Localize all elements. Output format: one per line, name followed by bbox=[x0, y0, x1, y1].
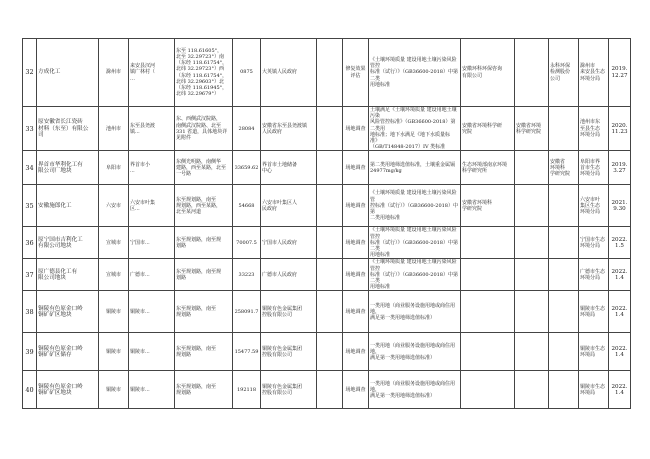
site-name-cell: 界首市华利化工有 限公司厂地块 bbox=[37, 151, 99, 185]
department-cell: 广德市生态 环境分局 bbox=[579, 259, 609, 291]
address-cell: 铜陵市... bbox=[129, 291, 175, 333]
table-row bbox=[23, 151, 631, 185]
city-cell: 六安市 bbox=[99, 185, 129, 227]
area-cell: 33223 bbox=[233, 259, 261, 291]
city-cell: 阜阳市 bbox=[99, 151, 129, 185]
reviewer-cell bbox=[515, 151, 549, 185]
area-cell: 15477.59 bbox=[233, 333, 261, 371]
holder-cell: 六安市叶集区人 民政府 bbox=[261, 185, 317, 227]
address-cell: 界首市小 ... bbox=[129, 151, 175, 185]
standard-cell: 《土壤环境质量 建设用地土壤污染风险管控 标准（试行）》（GB36600-2018）中第二类 用地标准 bbox=[369, 259, 461, 291]
status-cell: 场地调查 bbox=[343, 227, 369, 259]
standard-cell: 一类用地（商业服务设施用地或商住用地， 满足第一类用地筛选值标准） bbox=[369, 371, 461, 409]
review-org-cell: 永科环保 检测股份 公司 bbox=[549, 39, 579, 107]
holder-cell: 大英镇人民政府 bbox=[261, 39, 317, 107]
table-row bbox=[23, 333, 631, 371]
reviewer-cell bbox=[515, 227, 549, 259]
address-cell: 宁国市... bbox=[129, 227, 175, 259]
standard-cell: 第二类用地筛选值标准，土壤重金属镉 24977mg/kg bbox=[369, 151, 461, 185]
reviewer-cell bbox=[515, 39, 549, 107]
standard-cell: 《土壤环境质量 建设用地土壤污染风险管控 标准（试行）》（GB36600-2018）中第二类 用地标准 bbox=[369, 39, 461, 107]
area-cell: 33659.62 bbox=[233, 151, 261, 185]
row-number-cell: 33 bbox=[23, 107, 37, 151]
department-cell: 铜陵市生态 环境局 bbox=[579, 371, 609, 409]
city-cell: 铜陵市 bbox=[99, 291, 129, 333]
survey-unit-cell: 安徽环科环保咨询 有限公司 bbox=[461, 39, 515, 107]
survey-unit-cell: 安徽省环境科学研 究院 bbox=[461, 107, 515, 151]
holder-cell: 铜陵有色金属集团 控股有限公司 bbox=[261, 371, 317, 409]
filing-date-cell: 2022.1.4 bbox=[609, 371, 631, 409]
land-use-cell bbox=[317, 151, 343, 185]
land-use-cell bbox=[317, 185, 343, 227]
survey-unit-cell: 生态环境部南京环境 科学研究所 bbox=[461, 151, 515, 185]
city-cell: 铜陵市 bbox=[99, 333, 129, 371]
standard-cell: 《土壤环境质量 建设用地土壤污染风险管 控标准（试行）》（GB36600-2018）中第 二类用地标准 bbox=[369, 185, 461, 227]
survey-unit-cell: 安徽省环境科 学研究院 bbox=[461, 185, 515, 227]
reviewer-cell bbox=[515, 259, 549, 291]
table-row bbox=[23, 39, 631, 107]
department-cell: 六安市叶 集区生态 环境分局 bbox=[579, 185, 609, 227]
site-name-cell: 原广德县化工有 限公司地块 bbox=[37, 259, 99, 291]
contaminated-sites-table bbox=[22, 38, 631, 409]
table-row bbox=[23, 107, 631, 151]
survey-unit-cell bbox=[461, 333, 515, 371]
holder-cell: 铜陵有色金属集团 控股有限公司 bbox=[261, 291, 317, 333]
reviewer-cell bbox=[515, 333, 549, 371]
city-cell: 铜陵市 bbox=[99, 371, 129, 409]
status-cell: 场地调查 bbox=[343, 185, 369, 227]
reviewer-cell bbox=[515, 185, 549, 227]
row-number-cell: 35 bbox=[23, 185, 37, 227]
land-use-cell bbox=[317, 371, 343, 409]
reviewer-cell bbox=[515, 371, 549, 409]
city-cell: 滁州市 bbox=[99, 39, 129, 107]
area-cell: 0875 bbox=[233, 39, 261, 107]
coordinates-cell: 东至规划路，南至 规划路，西至某路， 北至某河道 bbox=[175, 185, 233, 227]
review-org-cell bbox=[549, 259, 579, 291]
review-org-cell bbox=[549, 185, 579, 227]
site-name-cell: 安徽施郎化工 bbox=[37, 185, 99, 227]
row-number-cell: 39 bbox=[23, 333, 37, 371]
standard-cell: 一类用地（商业服务设施用地或商住用地， 满足第一类用地筛选值标准） bbox=[369, 291, 461, 333]
row-number-cell: 37 bbox=[23, 259, 37, 291]
reviewer-cell: 安徽省环境 科学研究院 bbox=[515, 107, 549, 151]
site-name-cell: 原宁国市吉利化工 有限公司地块 bbox=[37, 227, 99, 259]
table-row bbox=[23, 371, 631, 409]
area-cell: 28084 bbox=[233, 107, 261, 151]
coordinates-cell: 东、西侧武汉院路， 南侧武汉院路、北至 331 省道，具体地块详 见附件 bbox=[175, 107, 233, 151]
address-cell: 广德市... bbox=[129, 259, 175, 291]
table-row bbox=[23, 291, 631, 333]
review-org-cell bbox=[549, 333, 579, 371]
filing-date-cell: 2022.1.4 bbox=[609, 291, 631, 333]
site-name-cell: 方成化工 bbox=[37, 39, 99, 107]
table-body bbox=[23, 39, 631, 409]
address-cell: 铜陵市... bbox=[129, 371, 175, 409]
holder-cell: 安徽省东至县尧渡镇 人民政府 bbox=[261, 107, 317, 151]
coordinates-cell: 东至规划路，南至规 划路 bbox=[175, 227, 233, 259]
address-cell: 来安县汊河 镇广林村（ … bbox=[129, 39, 175, 107]
coordinates-cell: 东至规划路，南至 规划路 bbox=[175, 371, 233, 409]
survey-unit-cell bbox=[461, 371, 515, 409]
site-name-cell: 原安徽省长江瓷砖 材料（东至）有限公 司 bbox=[37, 107, 99, 151]
status-cell: 修复效果 评估 bbox=[343, 39, 369, 107]
filing-date-cell: 2020.11.23 bbox=[609, 107, 631, 151]
status-cell: 场地调查 bbox=[343, 333, 369, 371]
row-number-cell: 34 bbox=[23, 151, 37, 185]
holder-cell: 铜陵有色金属集团 控股有限公司 bbox=[261, 333, 317, 371]
reviewer-cell bbox=[515, 291, 549, 333]
department-cell: 阜阳市界 首市生态 环境分局 bbox=[579, 151, 609, 185]
city-cell: 宣城市 bbox=[99, 227, 129, 259]
status-cell: 场地调查 bbox=[343, 151, 369, 185]
holder-cell: 宁国市人民政府 bbox=[261, 227, 317, 259]
coordinates-cell: 东至规划路，南至 规划路 bbox=[175, 291, 233, 333]
land-use-cell bbox=[317, 259, 343, 291]
department-cell: 铜陵市生态 环境局 bbox=[579, 291, 609, 333]
filing-date-cell: 2022.1.4 bbox=[609, 259, 631, 291]
table-row bbox=[23, 185, 631, 227]
standard-cell: 《土壤环境质量 建设用地土壤污染风险管控 标准（试行）》（GB36600-2018）中第二类 用地标准 bbox=[369, 227, 461, 259]
area-cell: 70007.5 bbox=[233, 227, 261, 259]
filing-date-cell: 2019.12.27 bbox=[609, 39, 631, 107]
coordinates-cell: 东至规划路，南至 规划路 bbox=[175, 333, 233, 371]
department-cell: 滁州市 来安县生态 环境分局 bbox=[579, 39, 609, 107]
filing-date-cell: 2021.9.30 bbox=[609, 185, 631, 227]
coordinates-cell: 东至规划路，南至规 划路 bbox=[175, 259, 233, 291]
address-cell: 铜陵市... bbox=[129, 333, 175, 371]
land-use-cell bbox=[317, 39, 343, 107]
survey-unit-cell bbox=[461, 227, 515, 259]
review-org-cell bbox=[549, 371, 579, 409]
city-cell: 宣城市 bbox=[99, 259, 129, 291]
review-org-cell bbox=[549, 107, 579, 151]
filing-date-cell: 2019.3.27 bbox=[609, 151, 631, 185]
row-number-cell: 36 bbox=[23, 227, 37, 259]
land-use-cell bbox=[317, 291, 343, 333]
review-org-cell: 安徽省 环境科 学研究院 bbox=[549, 151, 579, 185]
review-org-cell bbox=[549, 291, 579, 333]
table-row bbox=[23, 259, 631, 291]
filing-date-cell: 2022.1.4 bbox=[609, 333, 631, 371]
standard-cell: 土壤满足《土壤环境质量 建设用地土壤污染 风险管控标准》（GB36600-2018）第二类用 地标准；地下水满足《地下水质量标准》 （GB/T14848-2017）IV 类标准 bbox=[369, 107, 461, 151]
filing-date-cell: 2022.1.5 bbox=[609, 227, 631, 259]
document-table-wrapper bbox=[22, 38, 630, 409]
standard-cell: 一类用地（商业服务设施用地或商住用地， 满足第一类用地筛选值标准） bbox=[369, 333, 461, 371]
review-org-cell bbox=[549, 227, 579, 259]
status-cell: 场地调查 bbox=[343, 371, 369, 409]
coordinates-cell: 东侧光明路，南侧华 建路，西至某路，北至 一号路 bbox=[175, 151, 233, 185]
row-number-cell: 38 bbox=[23, 291, 37, 333]
land-use-cell bbox=[317, 227, 343, 259]
site-name-cell: 铜陵有色原金口岭 铜矿矿区储存 bbox=[37, 333, 99, 371]
coordinates-cell: 东至 118.61605°， 北至 32.29723°）南 （东经 118.61754°， 北纬 32.29723°）西 （东经 118.61754°， 北纬 32.29603°）北 （东经 118.61945°， 北纬 32.29679°） bbox=[175, 39, 233, 107]
site-name-cell: 铜陵有色原金口岭 铜矿矿区地块 bbox=[37, 291, 99, 333]
department-cell: 宁国市生态 环境分局 bbox=[579, 227, 609, 259]
area-cell: 54668 bbox=[233, 185, 261, 227]
land-use-cell bbox=[317, 107, 343, 151]
department-cell: 铜陵市生态 环境局 bbox=[579, 333, 609, 371]
row-number-cell: 40 bbox=[23, 371, 37, 409]
address-cell: 东至县尧渡 镇... bbox=[129, 107, 175, 151]
table-row bbox=[23, 227, 631, 259]
land-use-cell bbox=[317, 333, 343, 371]
holder-cell: 界首市土地储备 中心 bbox=[261, 151, 317, 185]
site-name-cell: 铜陵有色原金口岭 铜矿矿区地块 bbox=[37, 371, 99, 409]
survey-unit-cell bbox=[461, 259, 515, 291]
address-cell: 六安市叶集 区... bbox=[129, 185, 175, 227]
area-cell: 192118 bbox=[233, 371, 261, 409]
row-number-cell: 32 bbox=[23, 39, 37, 107]
holder-cell: 广德市人民政府 bbox=[261, 259, 317, 291]
area-cell: 258091.7 bbox=[233, 291, 261, 333]
status-cell: 场地调查 bbox=[343, 291, 369, 333]
status-cell: 场地调查 bbox=[343, 107, 369, 151]
status-cell: 场地调查 bbox=[343, 259, 369, 291]
department-cell: 池州市东 至县生态 环境分局 bbox=[579, 107, 609, 151]
survey-unit-cell bbox=[461, 291, 515, 333]
city-cell: 池州市 bbox=[99, 107, 129, 151]
